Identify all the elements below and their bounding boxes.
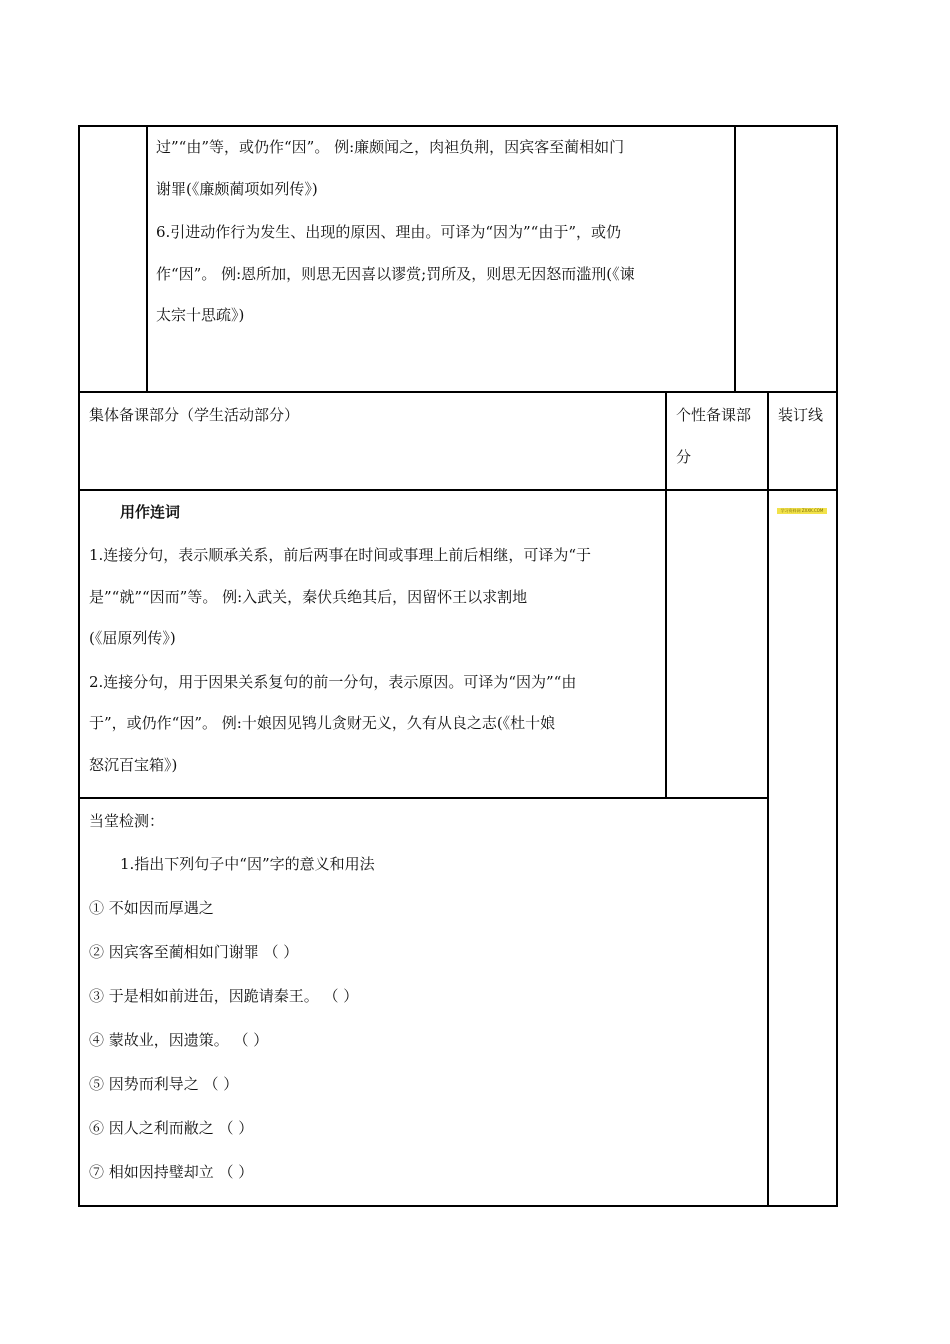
border-inner-left-col	[146, 125, 148, 393]
test-item-5: ⑤ 因势而利导之 （ ）	[89, 1075, 239, 1093]
test-item-2: ② 因宾客至蔺相如门谢罪 （ ）	[89, 943, 299, 961]
conjunction-heading: 用作连词	[120, 503, 181, 521]
conjunction-line-3: (《屈原列传》)	[89, 629, 176, 647]
border-row-392	[78, 391, 838, 393]
border-top	[78, 125, 838, 127]
test-question: 1.指出下列句子中“因”字的意义和用法	[120, 855, 375, 873]
top-line-5: 太宗十思疏》)	[156, 306, 245, 324]
conjunction-line-6: 怒沉百宝箱》)	[89, 756, 178, 774]
conjunction-line-4: 2.连接分句，用于因果关系复句的前一分句，表示原因。可译为“因为”“由	[89, 673, 577, 691]
personal-header-line1: 个性备课部	[676, 406, 752, 424]
conjunction-line-5: 于”，或仍作“因”。 例:十娘因见鸨儿贪财无义，久有从良之志(《杜十娘	[89, 714, 556, 732]
binding-header: 装订线	[778, 406, 824, 424]
border-left	[78, 125, 80, 1207]
test-item-3: ③ 于是相如前进缶，因跪请秦王。 （ ）	[89, 987, 359, 1005]
test-item-7: ⑦ 相如因持璧却立 （ ）	[89, 1163, 254, 1181]
watermark-stamp: 学习资料网 ZXXK.COM	[777, 508, 827, 514]
test-title: 当堂检测：	[89, 812, 165, 830]
top-line-1: 过”“由”等，或仍作“因”。 例:廉颇闻之，肉袒负荆，因宾客至蔺相如门	[156, 138, 625, 156]
top-line-4: 作“因”。 例:恩所加，则思无因喜以谬赏;罚所及，则思无因怒而滥刑(《谏	[156, 265, 635, 283]
border-row-490	[78, 489, 838, 491]
conjunction-line-2: 是”“就”“因而”等。 例:入武关，秦伏兵绝其后，因留怀王以求割地	[89, 588, 528, 606]
test-item-1: ① 不如因而厚遇之	[89, 899, 214, 917]
test-item-4: ④ 蒙故业，因遗策。 （ ）	[89, 1031, 269, 1049]
border-bottom	[78, 1205, 838, 1207]
border-row-798	[78, 797, 769, 799]
border-col-768	[767, 391, 769, 1207]
personal-header-line2: 分	[676, 448, 692, 466]
top-line-2: 谢罪(《廉颇蔺项如列传》)	[156, 180, 318, 198]
top-line-3: 6.引进动作行为发生、出现的原因、理由。可译为“因为”“由于”，或仍	[156, 223, 621, 241]
test-item-6: ⑥ 因人之利而敝之 （ ）	[89, 1119, 254, 1137]
collective-header: 集体备课部分（学生活动部分）	[89, 406, 300, 424]
border-col-666	[665, 391, 667, 799]
border-right-lower	[836, 391, 838, 1207]
border-inner-right-col	[734, 125, 736, 393]
conjunction-line-1: 1.连接分句，表示顺承关系，前后两事在时间或事理上前后相继，可译为“于	[89, 546, 591, 564]
border-right-top	[836, 125, 838, 393]
